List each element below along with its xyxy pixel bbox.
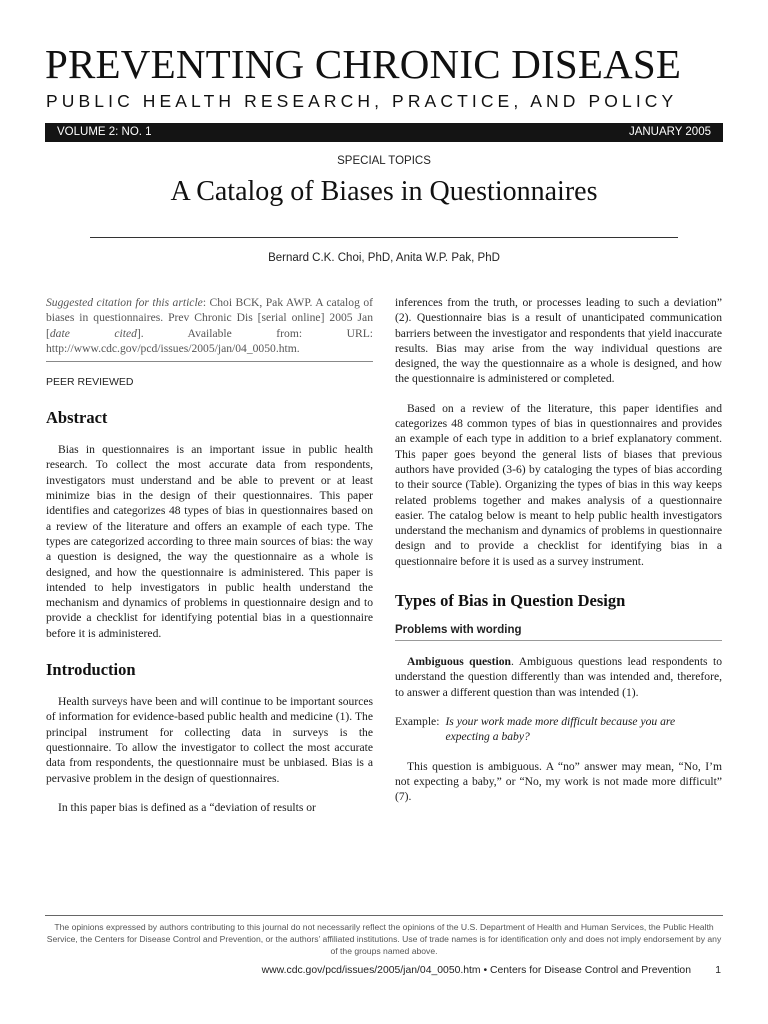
example-question: Is your work made more difficult because you are expecting a baby? [445,714,676,744]
disclaimer-text: The opinions expressed by authors contributing to this journal do not necessarily reflect the opinions of the U.S. Department of Health and Human Services, the Public Health Service, the Centers for Disease Control and Prevention, or the authors’ affiliated institutions. Use of trade names is for identification only and does not imply endorsement by any of the groups named above. [46,922,722,957]
article-title: A Catalog of Biases in Questionnaires [170,176,598,207]
citation-text-1: : Choi BCK, Pak AWP. A catalog of biases in questionnaires. Prev Chronic Dis [serial online] 2005 Jan [ [46,296,373,340]
section-label: SPECIAL TOPICS [337,155,431,167]
right-column [395,295,722,804]
issue-date: JANUARY 2005 [628,126,711,138]
introduction-heading: Introduction [46,660,136,680]
example-block [395,714,722,745]
intro-paragraph-1: Health surveys have been and will continue to be important sources of information for evidence-based public health and medicine (1). The principal instrument for collecting data in surveys is the questionnaire. To allow the investigator to collect the most accurate data from respondents, the questionnaire must be unbiased. Bias is a pervasive problem in the design of questionnaires. [46,695,373,785]
citation-divider [46,361,373,362]
citation-label: Suggested citation for this article [46,296,203,309]
journal-title: PREVENTING CHRONIC DISEASE [45,41,682,87]
footer-line [45,964,723,978]
subheading-divider [395,640,722,641]
ambiguous-question-text: . Ambiguous questions lead respondents to understand the question differently than was intended and, therefore, to answer a different question than was intended (1). [395,655,722,699]
citation-date-cited: date cited [49,326,137,340]
abstract-heading: Abstract [46,408,108,428]
example-label: Example: [395,714,440,728]
ambiguous-question-paragraph [395,654,722,700]
explanation-paragraph: This question is ambiguous. A “no” answer may mean, “No, I’m not expecting a baby,” or “No, my work is not made more difficult” (7). [395,759,722,804]
citation-text-2: ]. Available from: URL: http://www.cdc.gov/pcd/issues/2005/jan/04_0050.htm. [46,326,374,355]
page-number: 1 [715,965,721,976]
intro-paragraph-3: Based on a review of the literature, this paper identifies and categorizes 48 common types of bias in questionnaires and provides an example of each type in addition to a brief explanatory comment. This paper goes beyond the general lists of biases that previous authors have provided (3-6) by cataloging the types of bias according to their source (Table). Organizing the types of bias in this way keeps related problems together and makes analysis of a questionnaire easier. The catalog below is meant to help public health investigators understand the mechanism and dynamics of problems in questionnaire design and to provide a checklist for identifying bias in a questionnaire before it is used as a survey instrument. [395,401,722,568]
intro-paragraph-2: In this paper bias is defined as a “deviation of results or [58,800,316,814]
intro-paragraph-2-continued: inferences from the truth, or processes leading to such a deviation” (2). Questionnaire bias is a result of unanticipated communication barriers between the investigator and respondents that yield inaccurate results. Bias may arise from the way individual questions are designed, the way the questionnaire as a whole is designed, and how the questionnaire is administered or completed. [395,296,722,386]
left-column [46,295,373,815]
suggested-citation [46,295,373,356]
abstract-paragraph: Bias in questionnaires is an important issue in public health research. To collect the most accurate data from respondents, investigators must understand and be able to prevent or at least minimize bias in the design of their questionnaires. This paper identifies and categorizes 48 types of bias in questionnaires based on a review of the literature and offers an example of each type. The types are categorized according to three main sources of bias: the way a question is designed, the way the questionnaire as a whole is designed, and how the questionnaire is administered. This paper is intended to help investigators in public health understand the mechanism and dynamics of problems in questionnaire design and to provide a checklist for identifying potential bias in a questionnaire before it is administered. [46,443,373,640]
problems-with-wording-subheading: Problems with wording [395,624,522,637]
footer-divider [45,915,723,916]
volume-label: VOLUME 2: NO. 1 [57,126,152,138]
author-line: Bernard C.K. Choi, PhD, Anita W.P. Pak, PhD [268,252,500,264]
volume-bar [45,123,723,142]
journal-subtitle: PUBLIC HEALTH RESEARCH, PRACTICE, AND POLICY [46,91,678,111]
types-of-bias-heading: Types of Bias in Question Design [395,591,626,611]
title-divider [90,237,678,238]
peer-reviewed-label: PEER REVIEWED [46,376,134,389]
footer-url: www.cdc.gov/pcd/issues/2005/jan/04_0050.htm • Centers for Disease Control and Prevention [261,965,691,976]
ambiguous-question-term: Ambiguous question [407,655,512,669]
